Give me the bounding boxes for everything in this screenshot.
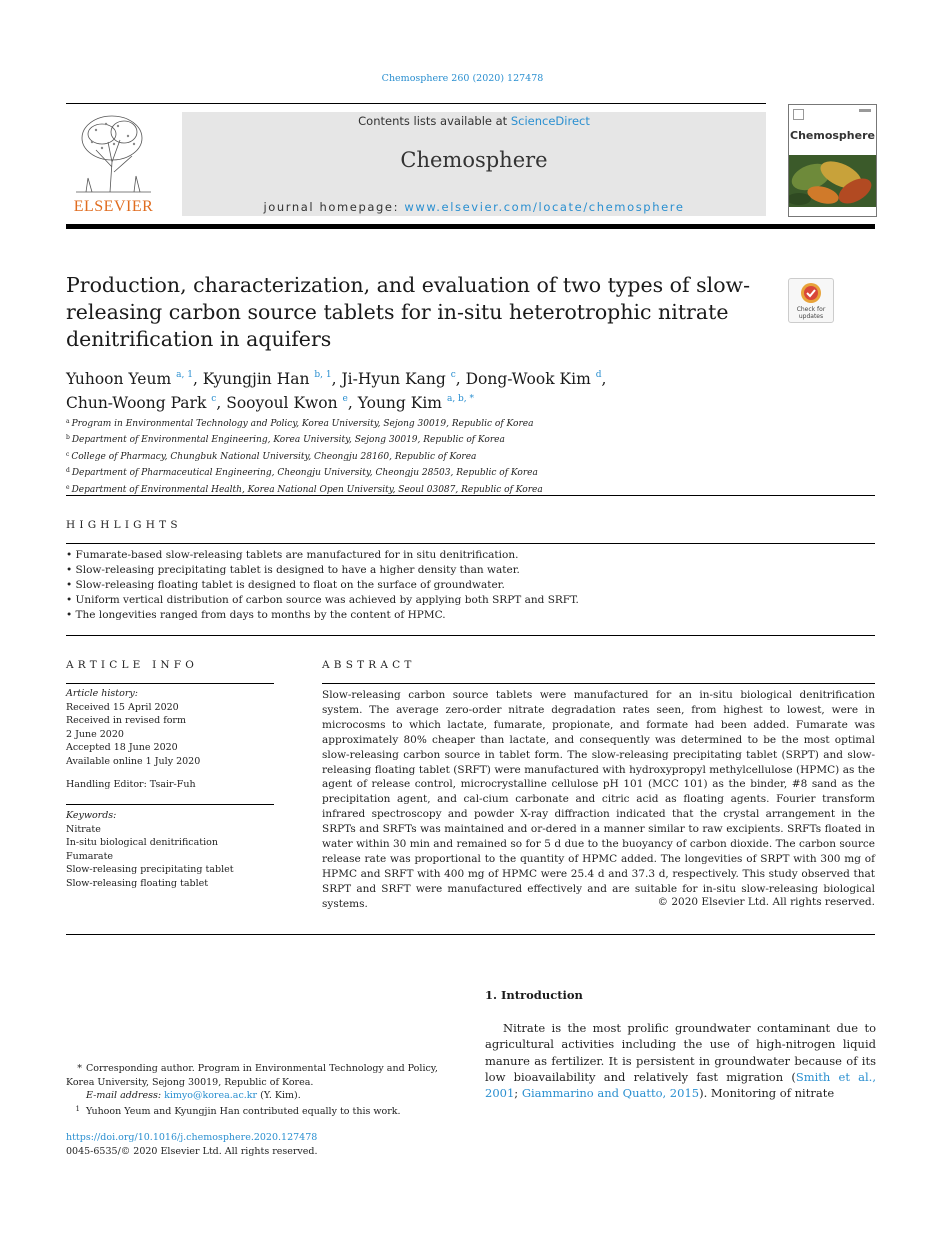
author-name: Sooyoul Kwon xyxy=(226,394,338,412)
journal-name[interactable]: Chemosphere xyxy=(400,148,548,172)
author-separator: , xyxy=(192,370,203,388)
equal-contribution-note xyxy=(66,1103,461,1119)
article-info-heading: ARTICLE INFO xyxy=(66,659,199,671)
author-list xyxy=(66,365,786,413)
author-name: Ji-Hyun Kang xyxy=(341,370,446,388)
author-separator: , xyxy=(347,394,358,412)
article-info-rule xyxy=(66,683,274,684)
author-name: Young Kim xyxy=(357,394,443,412)
author-separator: , xyxy=(331,370,342,388)
keyword: Fumarate xyxy=(66,850,114,862)
email-label: E-mail address: xyxy=(86,1090,162,1101)
highlight-text: The longevities ranged from days to months by the content of HPMC. xyxy=(75,609,446,621)
article-title: Production, characterization, and evaluation of two types of slow-releasing carbon source tablets for in-situ heterotrophic nitrate denitrification in aquifers xyxy=(66,273,751,351)
author-affiliation-ref[interactable]: c xyxy=(211,394,217,404)
affiliation-key: b xyxy=(66,434,70,442)
highlight-item: • Fumarate-based slow-releasing tablets are manufactured for in situ denitrification. xyxy=(66,549,519,561)
cover-mark-icon xyxy=(859,109,871,112)
affiliation-key: c xyxy=(66,450,70,458)
abstract-text: Slow-releasing carbon source tablets were manufactured for an in-situ biological denitrification system. The average zero-order nitrate degradation rates seen, from highest to lowest, were in microcosms to which lactate, fumarate, propionate, and formate had been added. Fumarate was approximately 80% cheaper than lactate, and consequently was determined to be the most optimal slow-releasing carbon source in tablet form. The slow-releasing precipitating tablet (SRPT) and slow-releasing floating tablet (SRFT) were manufactured with hydroxypropyl methylcellulose (HPMC) as the agent of release control, microcrystalline cellulose pH 101 (MCC 101) as the binder, #8 sand as the precipitation agent, and cal-cium carbonate and citric acid as floating agents. Fourier transform infrared spectroscopy and powder X-ray diffraction indicated that the crystal arrangement in the SRPTs and SRFTs was maintained and or-dered in a manner similar to raw excipients. SRFTs floated in water within 30 min and remained so for 5 d due to the buoyancy of carbon dioxide. The carbon source release rate was proportional to the quantity of HPMC added. The longevities of SRPT with 300 mg of HPMC and SRFT with 400 mg of HPMC were 25.4 d and 37.3 d, respectively. This study observed that SRPT and SRFT were manufactured effectively and are suitable for in-situ slow-releasing biological systems. xyxy=(322,689,875,910)
introduction-text xyxy=(485,1020,876,1101)
author-affiliation-ref[interactable]: c xyxy=(450,370,456,380)
check-updates-line-1: Check for xyxy=(796,306,826,313)
affiliation-key: a xyxy=(66,418,70,425)
author[interactable] xyxy=(66,370,193,388)
issn-line: 0045-6535/© 2020 Elsevier Ltd. All rights reserved. xyxy=(66,1145,318,1157)
introduction-heading: 1. Introduction xyxy=(485,988,583,1002)
author-affiliation-ref[interactable]: b, 1 xyxy=(314,370,332,380)
history-line: Received in revised form xyxy=(66,715,186,726)
cover-title: Chemosphere xyxy=(790,129,875,142)
corresponding-author-text: Corresponding author. Program in Environmental Technology and Policy, Korea University, Sejong 30019, Republic of Korea. xyxy=(66,1063,438,1088)
publisher-name: ELSEVIER xyxy=(73,198,154,215)
keyword: Slow-releasing precipitating tablet xyxy=(66,864,234,875)
cover-logo-icon xyxy=(793,109,804,120)
author-affiliation-ref[interactable]: d xyxy=(595,370,602,380)
affiliation-key: d xyxy=(66,467,70,475)
affiliation xyxy=(66,448,766,464)
email-note xyxy=(66,1089,461,1103)
history-line: Available online 1 July 2020 xyxy=(66,755,201,767)
author-separator: , xyxy=(601,370,607,388)
contents-available-line xyxy=(182,114,766,128)
affiliation-list xyxy=(66,415,766,497)
journal-homepage-line xyxy=(182,200,766,214)
footnote-mark: 1 xyxy=(75,1104,80,1113)
elsevier-logo[interactable] xyxy=(66,112,161,216)
history-line: 2 June 2020 xyxy=(66,728,124,740)
keyword: In-situ biological denitrification xyxy=(66,837,218,848)
affiliation xyxy=(66,464,766,480)
author-name: Chun-Woong Park xyxy=(66,394,207,412)
author[interactable] xyxy=(226,394,348,412)
header-thick-rule xyxy=(66,224,875,229)
author-name: Yuhoon Yeum xyxy=(66,370,172,388)
abstract-heading: ABSTRACT xyxy=(322,659,416,671)
cover-leaves-image-icon xyxy=(789,155,876,207)
footnote-mark: * xyxy=(77,1063,82,1074)
doi-link[interactable]: https://doi.org/10.1016/j.chemosphere.2020.127478 xyxy=(66,1132,318,1143)
highlights-list xyxy=(66,548,875,623)
highlight-text: Slow-releasing floating tablet is designed to float on the surface of groundwater. xyxy=(75,579,505,591)
highlights-top-rule xyxy=(66,543,875,544)
header-top-rule xyxy=(66,103,766,104)
highlights-heading: HIGHLIGHTS xyxy=(66,519,182,531)
abstract-rule xyxy=(322,683,875,684)
intro-text-start: Nitrate is the most prolific groundwater contaminant due to agricultural activities including the use of high-nitrogen liquid manure as fertilizer. It is persistent in groundwater because of its low bioavailability and relatively fast migration ( xyxy=(485,1021,876,1084)
equal-contribution-text: Yuhoon Yeum and Kyungjin Han contributed equally to this work. xyxy=(86,1105,401,1117)
author[interactable] xyxy=(466,370,602,388)
author-separator: , xyxy=(216,394,227,412)
sciencedirect-link[interactable]: ScienceDirect xyxy=(510,114,590,128)
intro-text-end: ). Monitoring of nitrate xyxy=(699,1086,835,1101)
journal-cover[interactable] xyxy=(788,104,877,217)
check-updates-label xyxy=(789,306,833,320)
highlight-item: • Slow-releasing floating tablet is designed to float on the surface of groundwater. xyxy=(66,579,505,591)
email-link[interactable]: kimyo@korea.ac.kr xyxy=(164,1090,258,1101)
affiliation xyxy=(66,431,766,447)
elsevier-tree-icon xyxy=(66,112,161,198)
email-suffix: (Y. Kim). xyxy=(260,1090,301,1101)
keywords xyxy=(66,809,276,890)
affiliation-text: Department of Environmental Engineering, Korea University, Sejong 30019, Republic of Korea xyxy=(71,435,505,446)
check-for-updates-button[interactable] xyxy=(788,278,834,323)
keyword: Nitrate xyxy=(66,823,101,835)
author[interactable] xyxy=(203,370,332,388)
affiliation-text: Department of Pharmaceutical Engineering, Cheongju University, Cheongju 28503, Republic of Korea xyxy=(71,468,538,479)
citation-link[interactable]: Smith et al., 2001 xyxy=(485,1069,876,1101)
highlight-text: Slow-releasing precipitating tablet is designed to have a higher density than water. xyxy=(75,564,520,576)
abstract-bottom-rule xyxy=(66,934,875,935)
affiliation-text: Department of Environmental Health, Korea National Open University, Seoul 03087, Republic of Korea xyxy=(71,484,543,495)
affiliation-text: College of Pharmacy, Chungbuk National University, Cheongju 28160, Republic of Korea xyxy=(71,451,477,462)
doi-block xyxy=(66,1131,461,1158)
keywords-label: Keywords: xyxy=(66,810,117,821)
author-affiliation-ref[interactable]: e xyxy=(342,394,348,404)
journal-citation[interactable]: Chemosphere 260 (2020) 127478 xyxy=(381,73,544,84)
highlight-text: Uniform vertical distribution of carbon source was achieved by applying both SRPT and SRFT. xyxy=(75,594,579,606)
check-updates-line-2: updates xyxy=(798,313,824,320)
highlight-item: • Slow-releasing precipitating tablet is designed to have a higher density than water. xyxy=(66,564,520,576)
affiliation-key: e xyxy=(66,483,70,491)
author[interactable] xyxy=(66,394,216,412)
highlight-text: Fumarate-based slow-releasing tablets are manufactured for in situ denitrification. xyxy=(75,549,519,561)
author[interactable] xyxy=(358,394,474,412)
citation-link[interactable]: Giammarino and Quatto, 2015 xyxy=(521,1086,700,1101)
author-affiliation-ref[interactable]: a, 1 xyxy=(176,370,193,380)
contents-prefix: Contents lists available at xyxy=(358,114,511,128)
keyword: Slow-releasing floating tablet xyxy=(66,877,209,889)
homepage-prefix: journal homepage: xyxy=(263,200,405,214)
highlight-item: • Uniform vertical distribution of carbon source was achieved by applying both SRPT and SRFT. xyxy=(66,594,579,606)
author-affiliation-ref[interactable]: a, b, * xyxy=(446,394,475,404)
highlights-bottom-rule xyxy=(66,635,875,636)
author[interactable] xyxy=(341,370,455,388)
article-history-label: Article history: xyxy=(66,688,138,699)
affiliations-divider xyxy=(66,495,875,496)
history-line: Accepted 18 June 2020 xyxy=(66,742,178,753)
footnotes xyxy=(66,1062,461,1118)
handling-editor: Handling Editor: Tsair-Fuh xyxy=(66,779,196,790)
article-history xyxy=(66,687,276,792)
journal-homepage-link[interactable]: www.elsevier.com/locate/chemosphere xyxy=(404,200,685,214)
abstract-copyright: © 2020 Elsevier Ltd. All rights reserved. xyxy=(657,896,875,908)
author-name: Kyungjin Han xyxy=(202,370,310,388)
history-line: Received 15 April 2020 xyxy=(66,701,179,713)
highlight-item: • The longevities ranged from days to months by the content of HPMC. xyxy=(66,609,446,621)
corresponding-author-note xyxy=(66,1062,461,1089)
check-updates-icon xyxy=(800,282,822,304)
affiliation-text: Program in Environmental Technology and Policy, Korea University, Sejong 30019, Republic of Korea xyxy=(71,419,534,429)
citation-separator: ; xyxy=(514,1086,522,1101)
author-name: Dong-Wook Kim xyxy=(465,370,591,388)
journal-banner xyxy=(182,112,766,216)
author-separator: , xyxy=(455,370,466,388)
affiliation xyxy=(66,415,766,431)
keywords-rule xyxy=(66,804,274,805)
